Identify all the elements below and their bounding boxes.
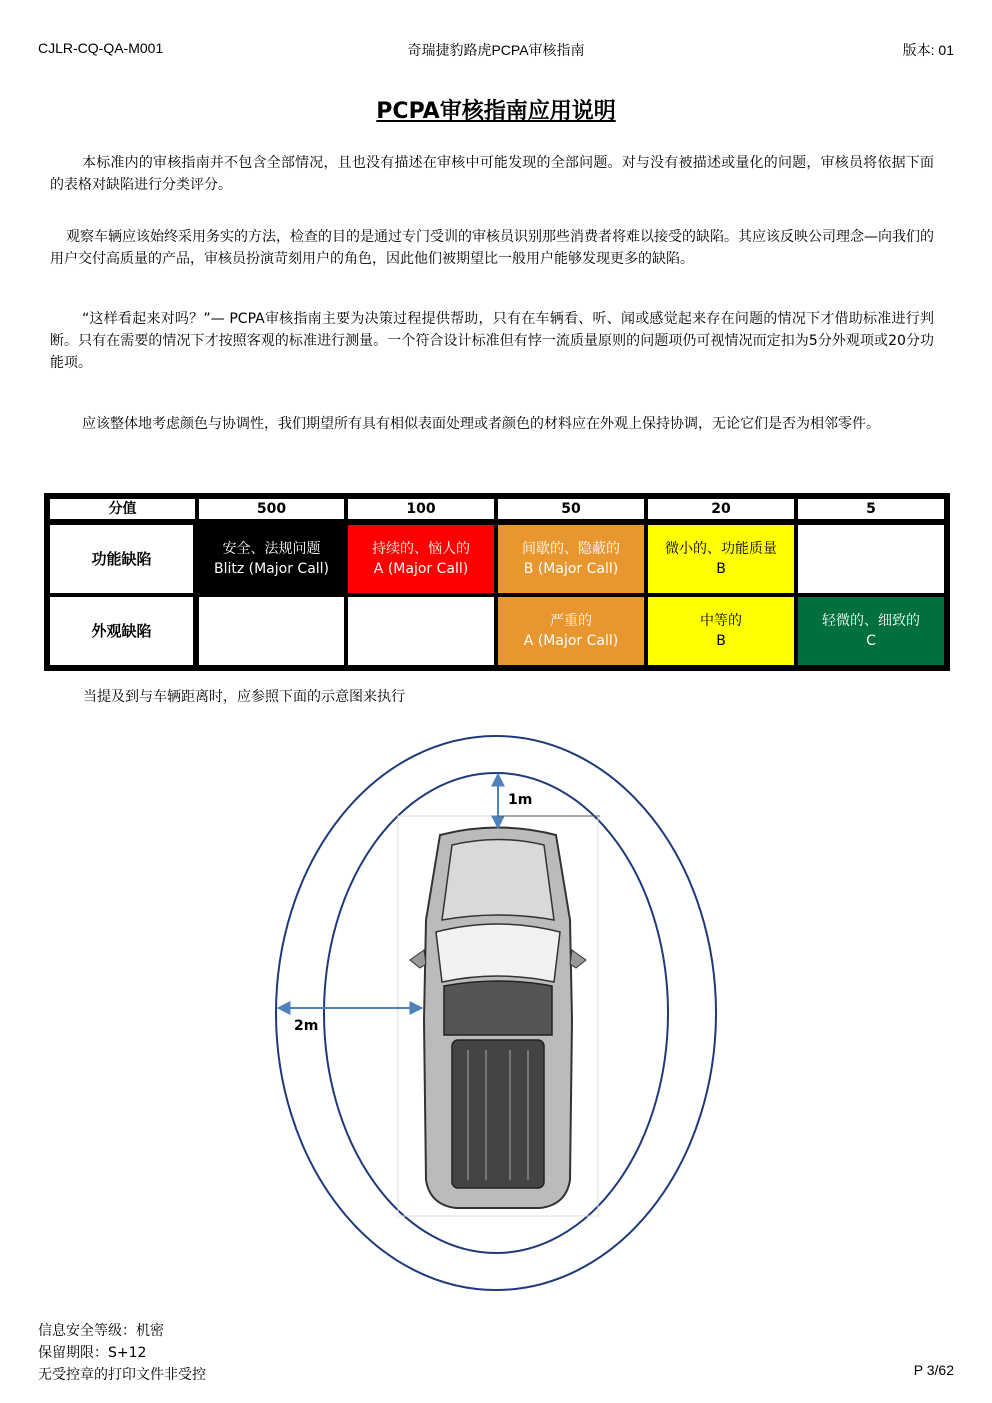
doc-code: CJLR-CQ-QA-M001 xyxy=(38,40,164,56)
table-row xyxy=(48,595,946,667)
page-title: PCPA审核指南应用说明 xyxy=(376,99,616,124)
cell-appearance-20 xyxy=(646,595,796,667)
paragraph-2: 观察车辆应该始终采用务实的方法，检查的目的是通过专门受训的审核员识别那些消费者将难以接受的缺陷。其应该反映公司理念—向我们的用户交付高质量的产品，审核员扮演苛刻用户的角色，因此他们被期望比一般用户能够发现更多的缺陷。 xyxy=(50,229,934,267)
cell-functional-5 xyxy=(796,523,946,595)
paragraph-3: “这样看起来对吗？”— PCPA审核指南主要为决策过程提供帮助，只有在车辆看、听、闻或感觉起来存在问题的情况下才借助标准进行判断。只有在需要的情况下才按照客观的标准进行测量。一个符合设计标准但有悖一流质量原则的问题项仍可视情况而定扣为5分外观项或20分功能项。 xyxy=(50,311,934,371)
cell-line2: B xyxy=(716,561,726,577)
row-label-appearance: 外观缺陷 xyxy=(48,595,197,667)
header-100: 100 xyxy=(346,497,496,523)
row-label-functional: 功能缺陷 xyxy=(48,523,197,595)
cell-line2: B xyxy=(716,633,726,649)
cell-line1: 中等的 xyxy=(700,613,742,629)
distance-note: 当提及到与车辆距离时，应参照下面的示意图来执行 xyxy=(83,689,405,705)
paragraph-4: 应该整体地考虑颜色与协调性，我们期望所有具有相似表面处理或者颜色的材料应在外观上保持协调，无论它们是否为相邻零件。 xyxy=(82,416,880,432)
cell-functional-50 xyxy=(496,523,646,595)
label-1m: 1m xyxy=(508,792,533,808)
table-row xyxy=(48,523,946,595)
cell-line1: 持续的、恼人的 xyxy=(372,541,470,557)
footer-security: 信息安全等级：机密 xyxy=(38,1323,164,1339)
cell-line2: A (Major Call) xyxy=(523,633,619,649)
scoring-table xyxy=(44,493,950,671)
footer-control: 无受控章的打印文件非受控 xyxy=(38,1367,206,1383)
cell-line1: 轻微的、细致的 xyxy=(822,613,920,629)
table-header-row xyxy=(48,497,946,523)
cell-functional-20 xyxy=(646,523,796,595)
cell-appearance-500 xyxy=(197,595,346,667)
cell-appearance-5 xyxy=(796,595,946,667)
cell-appearance-100 xyxy=(346,595,496,667)
vehicle-top-view xyxy=(398,816,598,1216)
cell-line1: 间歇的、隐蔽的 xyxy=(522,541,620,557)
cell-line1: 严重的 xyxy=(550,613,592,629)
header-20: 20 xyxy=(646,497,796,523)
doc-title: 奇瑞捷豹路虎PCPA审核指南 xyxy=(407,42,585,58)
cell-line2: B (Major Call) xyxy=(523,561,619,577)
header-50: 50 xyxy=(496,497,646,523)
label-2m: 2m xyxy=(294,1018,319,1034)
cell-line2: C xyxy=(866,633,876,649)
cell-line1: 安全、法规问题 xyxy=(222,541,321,557)
cell-functional-100 xyxy=(346,523,496,595)
header-500: 500 xyxy=(197,497,346,523)
paragraph-1: 本标准内的审核指南并不包含全部情况，且也没有描述在审核中可能发现的全部问题。对与没有被描述或量化的问题，审核员将依据下面的表格对缺陷进行分类评分。 xyxy=(50,155,934,193)
header-score-label: 分值 xyxy=(48,497,197,523)
footer-retention: 保留期限：S+12 xyxy=(38,1345,147,1361)
page-number: P 3/62 xyxy=(913,1362,954,1378)
cell-line2: A (Major Call) xyxy=(373,561,469,577)
vehicle-distance-diagram xyxy=(270,720,730,1300)
header-5: 5 xyxy=(796,497,946,523)
cell-functional-500 xyxy=(197,523,346,595)
doc-version: 版本: 01 xyxy=(902,42,954,58)
cell-line2: Blitz (Major Call) xyxy=(213,561,330,577)
cell-appearance-50 xyxy=(496,595,646,667)
cell-line1: 微小的、功能质量 xyxy=(665,541,777,557)
